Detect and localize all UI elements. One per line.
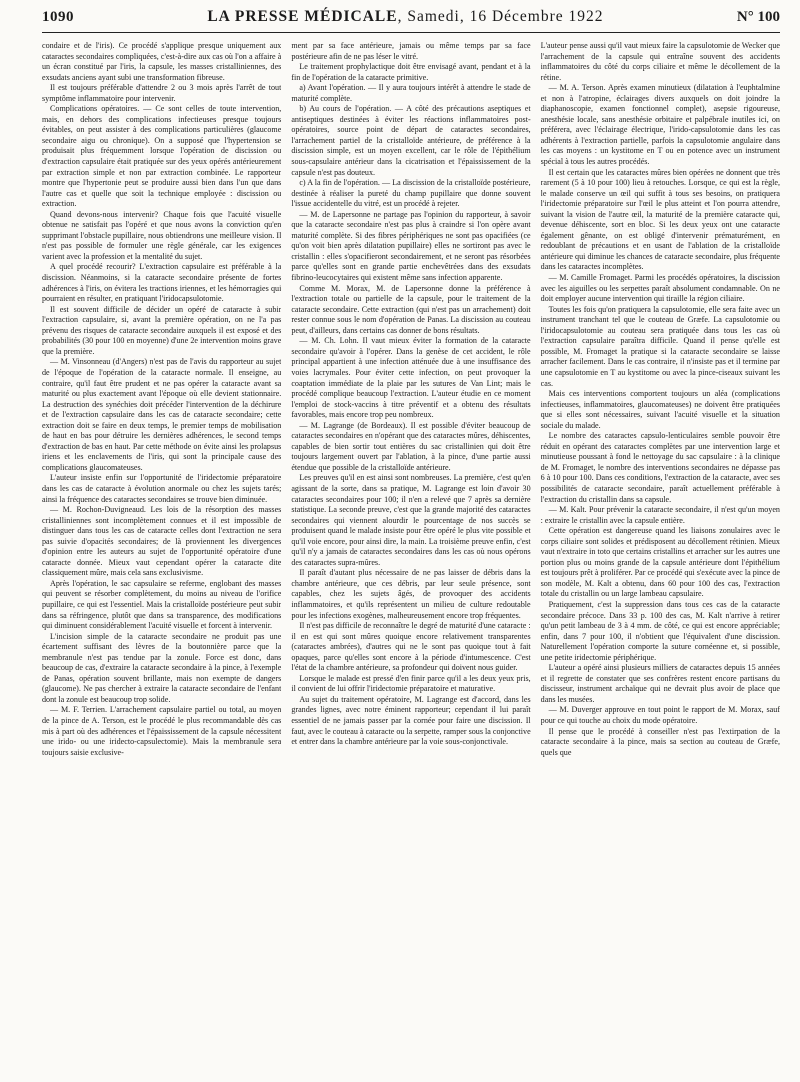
paragraph: b) Au cours de l'opération. — A côté des précautions aseptiques et antiseptiques destinées à éviter les réactions inflammatoires post-opératoires, source point de départ de cataractes secondaires, l'arrachement partiel de la cristalloïde antérieure, de préférence à la discission simple, est un moyen excellent, car le rôle de l'épithélium sous-capsulaire antérieur dans la cicatrisation et l'épaississement de la capsule n'est pas douteux. — [291, 104, 531, 177]
paragraph: Pratiquement, c'est la suppression dans tous ces cas de la cataracte secondaire précoce. Dans 33 p. 100 des cas, M. Kalt n'arrive à retirer qu'un petit lambeau de 3 à 4 mm. de côté, ce qui est encore appréciable; enfin, dans 7 pour 100, il n'obtient que l'équivalent d'une discission. Naturellement l'opération comporte la suture cornéenne et, si possible, une petite iridectomie périphérique. — [540, 599, 780, 662]
paragraph: L'auteur insiste enfin sur l'opportunité de l'iridectomie préparatoire dans les cas de cataracte à évolution anormale ou chez les sujets tarés; ainsi la fréquence des cataractes secondaires se trouve bien diminuée. — [42, 473, 282, 504]
paragraph: Les preuves qu'il en est ainsi sont nombreuses. La première, c'est qu'en agissant de la sorte, dans sa pratique, M. Lagrange est loin d'avoir 30 cataractes secondaires pour 100; il n'en a relevé que 7 après sa dernière statistique. La seconde preuve, c'est que la grande majorité des cataractes secondaires qui viennent alourdir le pourcentage de nos succès se produisent quand le malade insiste pour être opéré le plus vite possible et qu'il voie encore, pour ainsi dire, la main. La troisième preuve enfin, c'est qu'il n'y a jamais de cataractes secondaires dans les cas où nous opérons des cataractes supra-mûres. — [291, 473, 531, 567]
paragraph: c) A la fin de l'opération. — La discission de la cristalloïde postérieure, destinée à réaliser la pureté du champ pupillaire que donne souvent l'issue accidentelle du vitré, est un procédé à rejeter. — [291, 178, 531, 209]
paragraph: Comme M. Morax, M. de Lapersonne donne la préférence à l'extraction totale ou partielle de la capsule, pour le traitement de la cataracte secondaire. Cette extraction (qui n'est pas un arrachement) doit rester connue sous le nom d'opération de Panas. La discission au couteau peut, d'ailleurs, dans certains cas donner de bons résultats. — [291, 283, 531, 335]
paragraph: — M. Camille Fromaget. Parmi les procédés opératoires, la discission avec les aiguilles ou les serpettes paraît absolument condamnable. On ne doit employer aucune intervention qui tiraille la région ciliaire. — [540, 273, 780, 304]
page-number: 1090 — [42, 9, 74, 25]
paragraph: condaire et de l'iris). Ce procédé s'applique presque uniquement aux cataractes secondaires compliquées, c'est-à-dire aux cas où l'on a affaire à un écran constitué par l'iris, la capsule, les masses cristalliniennes, des exsudats anciens ayant subi une transformation fibreuse. — [42, 41, 282, 82]
paragraph: — M. de Lapersonne ne partage pas l'opinion du rapporteur, à savoir que la cataracte secondaire n'est pas plus à craindre si l'on opère avant maturité complète. Si des fibres périphériques ne sont pas opacifiées (ce qu'on voit bien après dilatation pupillaire) elles ne sortiront pas avec le cristallin : elles s'opacifieront secondairement, et ne seront pas résorbées parce qu'elles sont en grande partie enchevêtrées dans des exsudats fibrino-leucocytaires qui existent même sans infection apparente. — [291, 209, 531, 283]
paragraph: Toutes les fois qu'on pratiquera la capsulotomie, elle sera faite avec un instrument tranchant tel que le couteau de Græfe. La capsulotomie ou l'iridocapsulotomie au couteau sera pratiquée dans tous les cas où l'extraction capsulaire paraîtra difficile. Quand il pense qu'elle est possible, M. Fromaget la pratique si la cataracte secondaire se laisse arracher facilement. Dans le cas contraire, il n'insiste pas et il termine par une capsulotomie en T au kystitome ou avec la pince-ciseaux suivant les cas. — [540, 304, 780, 388]
paragraph: Quand devons-nous intervenir? Chaque fois que l'acuité visuelle obtenue ne satisfait pas l'opéré et que nous avons la conviction qu'en supprimant l'obstacle pupillaire, nous obtiendrons une meilleure vision. Il n'est pas possible de formuler une règle générale, car les exigences varient avec la profession et la mentalité du sujet. — [42, 209, 282, 261]
paragraph: Lorsque le malade est pressé d'en finir parce qu'il a les deux yeux pris, il convient de lui offrir l'iridectomie préparatoire et maturative. — [291, 673, 531, 694]
paragraph: Au sujet du traitement opératoire, M. Lagrange est d'accord, dans les grandes lignes, avec notre éminent rapporteur; cependant il lui paraît essentiel de ne jamais passer par la cornée pour faire une discission. Il faut, avec le couteau à cataracte ou la serpette, ramper sous la conjonctive et entrer dans la chambre antérieure par la voie sous-conjonctivale. — [291, 694, 531, 747]
paragraph: Le traitement prophylactique doit être envisagé avant, pendant et à la fin de l'opération de la cataracte primitive. — [291, 62, 531, 82]
paragraph: A quel procédé recourir? L'extraction capsulaire est préférable à la discission. Néanmoins, si la cataracte secondaire présente de fortes adhérences à l'iris, on évitera les tractions iriennes, et les hémorragies qui pourraient en résulter, en pratiquant l'iridocapsulotomie. — [42, 262, 282, 304]
paragraph: Mais ces interventions comportent toujours un aléa (complications infectieuses, inflammatoires, glaucomateuses) ne doivent être pratiquées que si elles sont nécessaires, suivant l'acuité visuelle et la situation sociale du malade. — [540, 389, 780, 430]
paragraph: — M. Lagrange (de Bordeaux). Il est possible d'éviter beaucoup de cataractes secondaires en n'opérant que des cataractes mûres, déhiscentes, capables de bien sortir tout entières du sac cristallinien qui doit être toujours largement ouvert par l'ablation, à la pince, d'une partie aussi étendue que possible de la cristalloïde antérieure. — [291, 420, 531, 472]
journal-name: LA PRESSE MÉDICALE — [207, 8, 398, 25]
paragraph: a) Avant l'opération. — Il y aura toujours intérêt à attendre le stade de maturité complète. — [291, 83, 531, 103]
paragraph: — M. A. Terson. Après examen minutieux (dilatation à l'euphtalmine et non à l'atropine, éclairages divers auxquels on doit joindre la diaphanoscopie, examen fonctionnel complet), asepsie rigoureuse, anesthésie locale, sans anesthésie orbitaire et palpébrale inutiles ici, on préférera, avec l'éclairage électrique, l'irido-capsulotomie dans les cas adhérents à l'extraction partielle, parfois la capsulotomie angulaire dans les cas moyens : un kystitome en T ou en potence avec un instrument spécial à tous les autres procédés. — [540, 83, 780, 167]
paragraph: Il n'est pas difficile de reconnaître le degré de maturité d'une cataracte : il en est qui sont mûres quoique encore relativement transparentes (cataractes ambrées), d'autres qui ne le sont pas quoique tout à fait opaques, parce qu'elles sont encore à la période d'intumescence. C'est l'état de la chambre antérieure, sa profondeur qui doivent nous guider. — [291, 621, 531, 673]
paragraph: — M. Vinsonneau (d'Angers) n'est pas de l'avis du rapporteur au sujet de l'époque de l'opération de la cataracte normale. Il enseigne, au contraire, qu'il faut être prudent et ne pas opérer la cataracte avant sa maturité ou plus exactement avant l'époque où elle devient stationnaire. La destruction des synéchies doit précéder l'intervention de la déchirure et de l'extraction capsulaire dans les cas de cataracte secondaire; cette extraction doit se faire en deux temps, le premier temps de mobilisation de haut en bas pour détruire les dernières adhérences, le second temps d'extraction de bas en haut. Par cette méthode on évite ainsi les prolapsus iriens et les enclavements de l'iris, qui sont la principale cause des complications glaucomateuses. — [42, 357, 282, 472]
journal-title — [207, 8, 603, 26]
paragraph: L'incision simple de la cataracte secondaire ne produit pas une écartement suffisant des lèvres de la boutonnière parce que la membranule n'est pas tendue par la zonule. Force est donc, dans beaucoup de cas, d'extraire la cataracte secondaire à la pince, à l'exemple de Panas, opération souvent brillante, mais non exempte de dangers (glaucome). Ne pas chercher à extraire la cataracte secondaire de l'enfant dont la zonule est beaucoup trop solide. — [42, 631, 282, 704]
paragraph: Le nombre des cataractes capsulo-lenticulaires semble pouvoir être réduit en opérant des cataractes complètes par une intervention large et minutieuse poussant à fond le nettoyage du sac capsulaire : à la clinique de M. Fromaget, le nombre des interventions secondaires ne dépasse pas 6 à 10 pour 100. Dans ces conditions, l'extraction de la cataracte, avec ses possibilités de cataracte secondaire, paraît actuellement préférable à l'extraction du cristallin dans sa capsule. — [540, 431, 780, 504]
paragraph: Il pense que le procédé à conseiller n'est pas l'extirpation de la cataracte secondaire à la pince, mais sa section au couteau de Græfe, quels que — [540, 726, 780, 757]
paragraph: — M. Duverger approuve en tout point le rapport de M. Morax, sauf pour ce qui touche au choix du mode opératoire. — [540, 705, 780, 725]
paragraph: Il paraît d'autant plus nécessaire de ne pas laisser de débris dans la chambre antérieure, que ces débris, par leur seule présence, sont capables, chez les sujets âgés, de provoquer des accidents inflammatoires, et qu'ils représentent un milieu de culture redoutable pour les infections exogènes, malheureusement encore trop fréquentes. — [291, 568, 531, 620]
masthead — [42, 8, 780, 33]
paragraph: — M. Rochon-Duvigneaud. Les lois de la résorption des masses cristalliniennes sont incomplètement connues et il est impossible de distinguer dans tous les cas de cataracte celles dont l'extraction ne sera pas suivie d'opacités secondaires; de là proviennent les divergences d'opinion entre les auteurs au sujet de l'opportunité opératoire d'une cataracte donnée. Mieux vaut cependant opérer la cataracte dite classiquement mûre, mais cela sans exclusivisme. — [42, 505, 282, 578]
paragraph: L'auteur a opéré ainsi plusieurs milliers de cataractes depuis 15 années et il regrette de constater que ses confrères restent encore partisans du discisseur, instrument archaïque qui ne devrait plus avoir de place que dans les musées. — [540, 663, 780, 704]
column-left — [42, 41, 281, 1071]
paragraph: — M. Ch. Lohn. Il vaut mieux éviter la formation de la cataracte secondaire qu'avoir à l'opérer. Dans la genèse de cet accident, le rôle principal appartient à une infection atténuée due à une insuffisance des voies lacrymales. Pour éviter cette infection, on peut provoquer la coaptation immédiate de la plaie par les sutures de Van Lint; mais le procédé complique beaucoup l'extraction. L'auteur étudie en ce moment l'emploi de stock-vaccins à titre préventif et a obtenu des résultats favorables, mais encore trop peu nombreux. — [291, 336, 531, 420]
paragraph: Il est toujours préférable d'attendre 2 ou 3 mois après l'arrêt de tout symptôme inflammatoire pour intervenir. — [42, 83, 282, 103]
paragraph: L'auteur pense aussi qu'il vaut mieux faire la capsulotomie de Wecker que l'arrachement de la capsule qui entraîne souvent des accidents inflammatoires du côté du corps ciliaire et même le décollement de la rétine. — [540, 41, 780, 82]
issue-number: N° 100 — [736, 9, 780, 25]
paragraph: Après l'opération, le sac capsulaire se referme, englobant des masses qui peuvent se résorber complètement, du moins au niveau de l'orifice pupillaire, ce qui est l'essentiel. Mais la cristalloïde postérieure peut subir dans sa réfringence, plutôt que dans sa transparence, des modifications qui diminuent considérablement l'acuité visuelle et forcent à intervenir. — [42, 578, 282, 631]
paragraph: Complications opératoires. — Ce sont celles de toute intervention, mais, en dehors des complications infectieuses presque toujours évitables, on peut assister à des complications particulières (glaucome secondaire aigu ou chronique). On a supposé que l'hypertension se produisait plus fréquemment lorsque l'opération de discission ou d'extraction capsulaire était pratiquée sur des yeux opérés antérieurement par extraction simple et non par extraction combinée. Le rapporteur montre que l'hypertonie peut se produire aussi bien dans l'un que dans l'autre cas et quelle que soit la technique employée : discission ou extraction. — [42, 104, 282, 209]
issue-date: , Samedi, 16 Décembre 1922 — [397, 8, 604, 25]
paragraph: Il est certain que les cataractes mûres bien opérées ne donnent que très rarement (5 à 10 pour 100) lieu à retouches. Lorsque, ce qui est la règle, le malade conserve un œil qui suffit à tous ses besoins, on pratiquera l'iridectomie préparatoire sur l'œil le plus atteint et l'on pourra attendre, suivant la vision de l'autre œil, la maturité de la première cataracte qui, devenue déhiscente, sort en bloc. Si les deux yeux ont une cataracte également gênante, on est obligé d'intervenir prématurément, en redoublant de précautions et en usant de l'ablation de la cristalloïde antérieure qui diminue les chances de cataracte secondaire, plus fréquente dans les cataractes incomplètes. — [540, 167, 780, 272]
paragraph: Il est souvent difficile de décider un opéré de cataracte à subir l'extraction capsulaire, si, avant la première opération, on ne l'a pas prévenu des risques de cataracte secondaire auxquels il est exposé et des probabilités (30 pour 100 en moyenne) d'une 2e intervention moins grave que la première. — [42, 304, 282, 356]
paragraph: Cette opération est dangereuse quand les liaisons zonulaires avec le corps ciliaire sont solides et prédisposent au décollement rétinien. Mieux vaut n'extraire in toto que certains cristallins et arracher sur les autres une portion plus ou moins grande de la capsule antérieure dont l'épithélium est toujours prêt à proliférer. Par ce procédé qui s'exécute avec la pince de son modèle, M. Kalt a obtenu, dans 60 pour 100 des cas, l'extraction totale du cristallin ou un large lambeau capsulaire. — [540, 526, 780, 599]
column-middle — [291, 41, 530, 1071]
column-right — [541, 41, 780, 1071]
paragraph: — M. F. Terrien. L'arrachement capsulaire partiel ou total, au moyen de la pince de A. Terson, est le procédé le plus recommandable dès cas mis à part où des adhérences et l'épaississement de la capsule nécessitent une irido- ou une iridecto-capsulectomie). Mais la membranule sera toujours saisie exclusive- — [42, 705, 282, 757]
paragraph: — M. Kalt. Pour prévenir la cataracte secondaire, il n'est qu'un moyen : extraire le cristallin avec la capsule entière. — [540, 505, 780, 525]
article-columns — [42, 41, 780, 1071]
paragraph: ment par sa face antérieure, jamais ou même temps par sa face postérieure afin de ne pas léser le vitré. — [291, 41, 531, 61]
